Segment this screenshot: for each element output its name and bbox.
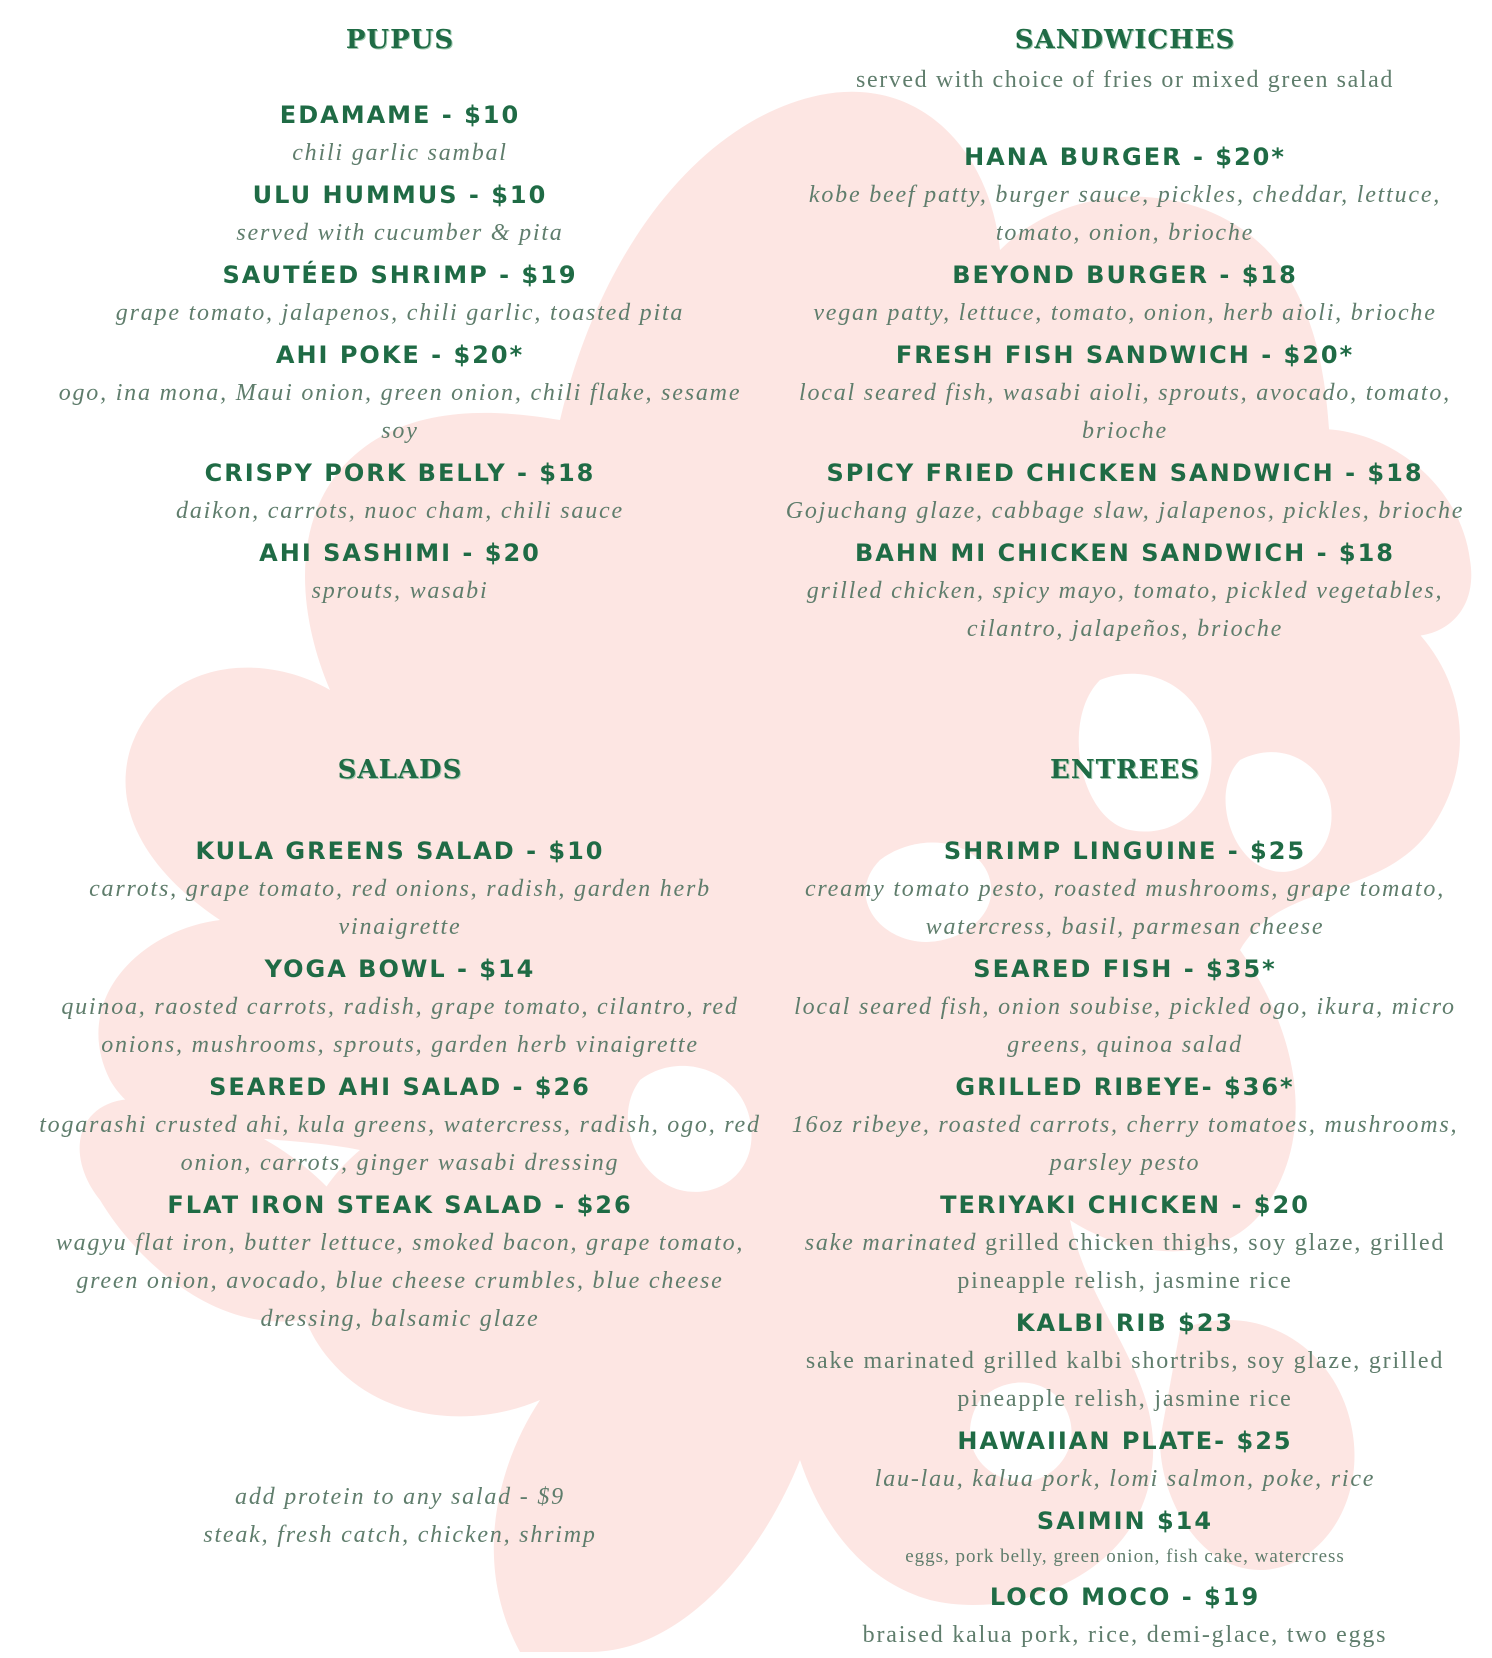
item-name: BAHN MI CHICKEN SANDWICH - $18	[855, 539, 1395, 567]
menu-item	[775, 454, 1475, 530]
sandwiches-title: SANDWICHES	[1014, 25, 1236, 55]
item-name: TERIYAKI CHICKEN - $20	[940, 1191, 1310, 1219]
item-description: grape tomato, jalapenos, chili garlic, toasted pita	[115, 300, 685, 326]
item-description: local seared fish, onion soubise, pickled ogo, ikura, micro greens, quinoa salad	[794, 994, 1456, 1058]
item-name: AHI POKE - $20*	[275, 341, 525, 369]
item-description: ogo, ina mona, Maui onion, green onion, chili flake, sesame soy	[58, 380, 742, 444]
item-name: KULA GREENS SALAD - $10	[195, 837, 605, 865]
menu-item	[775, 138, 1475, 252]
entrees-title: ENTREES	[1050, 755, 1200, 785]
menu-item	[775, 832, 1475, 946]
entrees-section	[775, 748, 1475, 1658]
item-name: KALBI RIB $23	[1015, 1309, 1235, 1337]
item-description: local seared fish, wasabi aioli, sprouts, avocado, tomato, brioche	[799, 380, 1451, 444]
item-description: served with cucumber & pita	[236, 220, 564, 246]
menu-item	[775, 534, 1475, 648]
menu-item	[775, 336, 1475, 450]
menu-item	[775, 1422, 1475, 1498]
item-name: EDAMAME - $10	[279, 101, 521, 129]
item-name: AHI SASHIMI - $20	[259, 539, 541, 567]
item-name: LOCO MOCO - $19	[989, 1583, 1261, 1611]
item-name: SEARED AHI SALAD - $26	[209, 1073, 591, 1101]
item-description: kobe beef patty, burger sauce, pickles, cheddar, lettuce, tomato, onion, brioche	[808, 182, 1442, 246]
salad-protein-note	[30, 1478, 770, 1554]
item-description: Gojuchang glaze, cabbage slaw, jalapenos, pickles, brioche	[785, 498, 1465, 524]
item-description: sake marinated grilled kalbi shortribs, soy glaze, grilled pineapple relish, jasmine rice	[805, 1348, 1445, 1412]
menu-item	[30, 96, 770, 172]
item-name: CRISPY PORK BELLY - $18	[204, 459, 596, 487]
item-description: braised kalua pork, rice, demi-glace, two eggs	[862, 1622, 1388, 1648]
menu-item	[30, 176, 770, 252]
menu-item	[775, 1304, 1475, 1418]
item-description-plain: grilled chicken thighs, soy glaze, grilled pineapple relish, jasmine rice	[957, 1230, 1446, 1294]
menu-item	[30, 1186, 770, 1338]
protein-note-options: steak, fresh catch, chicken, shrimp	[203, 1522, 597, 1548]
menu-item	[775, 950, 1475, 1064]
item-name: SAIMIN $14	[1036, 1507, 1214, 1535]
menu-item	[775, 1068, 1475, 1182]
menu-item	[30, 1068, 770, 1182]
item-description: lau-lau, kalua pork, lomi salmon, poke, rice	[874, 1466, 1376, 1492]
item-description: vegan patty, lettuce, tomato, onion, herb aioli, brioche	[813, 300, 1437, 326]
menu-item	[30, 534, 770, 610]
menu-item	[30, 832, 770, 946]
item-name: HANA BURGER - $20*	[964, 143, 1286, 171]
item-name: SEARED FISH - $35*	[973, 955, 1277, 983]
item-description: chili garlic sambal	[292, 140, 508, 166]
salads-section	[30, 748, 770, 1342]
sandwiches-subtitle: served with choice of fries or mixed green salad	[856, 67, 1394, 93]
item-name: BEYOND BURGER - $18	[952, 261, 1298, 289]
menu-item	[775, 256, 1475, 332]
menu-item	[30, 454, 770, 530]
item-name: FRESH FISH SANDWICH - $20*	[895, 341, 1355, 369]
item-name: HAWAIIAN PLATE- $25	[957, 1427, 1293, 1455]
item-description: grilled chicken, spicy mayo, tomato, pickled vegetables, cilantro, jalapeños, brioche	[806, 578, 1444, 642]
item-description	[775, 1224, 1475, 1300]
pupus-title: PUPUS	[345, 25, 455, 55]
protein-note-price: add protein to any salad - $9	[235, 1484, 565, 1510]
item-description-italic: sake marinated	[804, 1230, 978, 1256]
menu-item	[30, 950, 770, 1064]
menu-item	[775, 1186, 1475, 1300]
item-name: SPICY FRIED CHICKEN SANDWICH - $18	[826, 459, 1424, 487]
item-name: ULU HUMMUS - $10	[252, 181, 548, 209]
item-name: GRILLED RIBEYE- $36*	[955, 1073, 1295, 1101]
item-description: sprouts, wasabi	[311, 578, 489, 604]
menu-item	[30, 336, 770, 450]
item-description: daikon, carrots, nuoc cham, chili sauce	[176, 498, 624, 524]
item-description: creamy tomato pesto, roasted mushrooms, grape tomato, watercress, basil, parmesan cheese	[804, 876, 1446, 940]
item-description: wagyu flat iron, butter lettuce, smoked bacon, grape tomato, green onion, avocado, blue cheese crumbles, blue cheese dressing, balsamic glaze	[55, 1230, 745, 1332]
item-description: eggs, pork belly, green onion, fish cake, watercress	[905, 1546, 1345, 1567]
menu-item	[775, 1578, 1475, 1654]
item-description: carrots, grape tomato, red onions, radish, garden herb vinaigrette	[89, 876, 711, 940]
item-description: 16oz ribeye, roasted carrots, cherry tomatoes, mushrooms, parsley pesto	[791, 1112, 1459, 1176]
pupus-section	[30, 18, 770, 614]
item-name: YOGA BOWL - $14	[264, 955, 536, 983]
salads-title: SALADS	[337, 755, 463, 785]
sandwiches-section	[775, 18, 1475, 652]
item-description: togarashi crusted ahi, kula greens, watercress, radish, ogo, red onion, carrots, ginger wasabi dressing	[39, 1112, 761, 1176]
menu-item	[775, 1502, 1475, 1574]
item-name: SAUTÉED SHRIMP - $19	[222, 261, 578, 289]
item-name: SHRIMP LINGUINE - $25	[943, 837, 1307, 865]
item-name: FLAT IRON STEAK SALAD - $26	[167, 1191, 633, 1219]
item-description: quinoa, raosted carrots, radish, grape tomato, cilantro, red onions, mushrooms, sprouts, garden herb vinaigrette	[61, 994, 739, 1058]
menu-item	[30, 256, 770, 332]
